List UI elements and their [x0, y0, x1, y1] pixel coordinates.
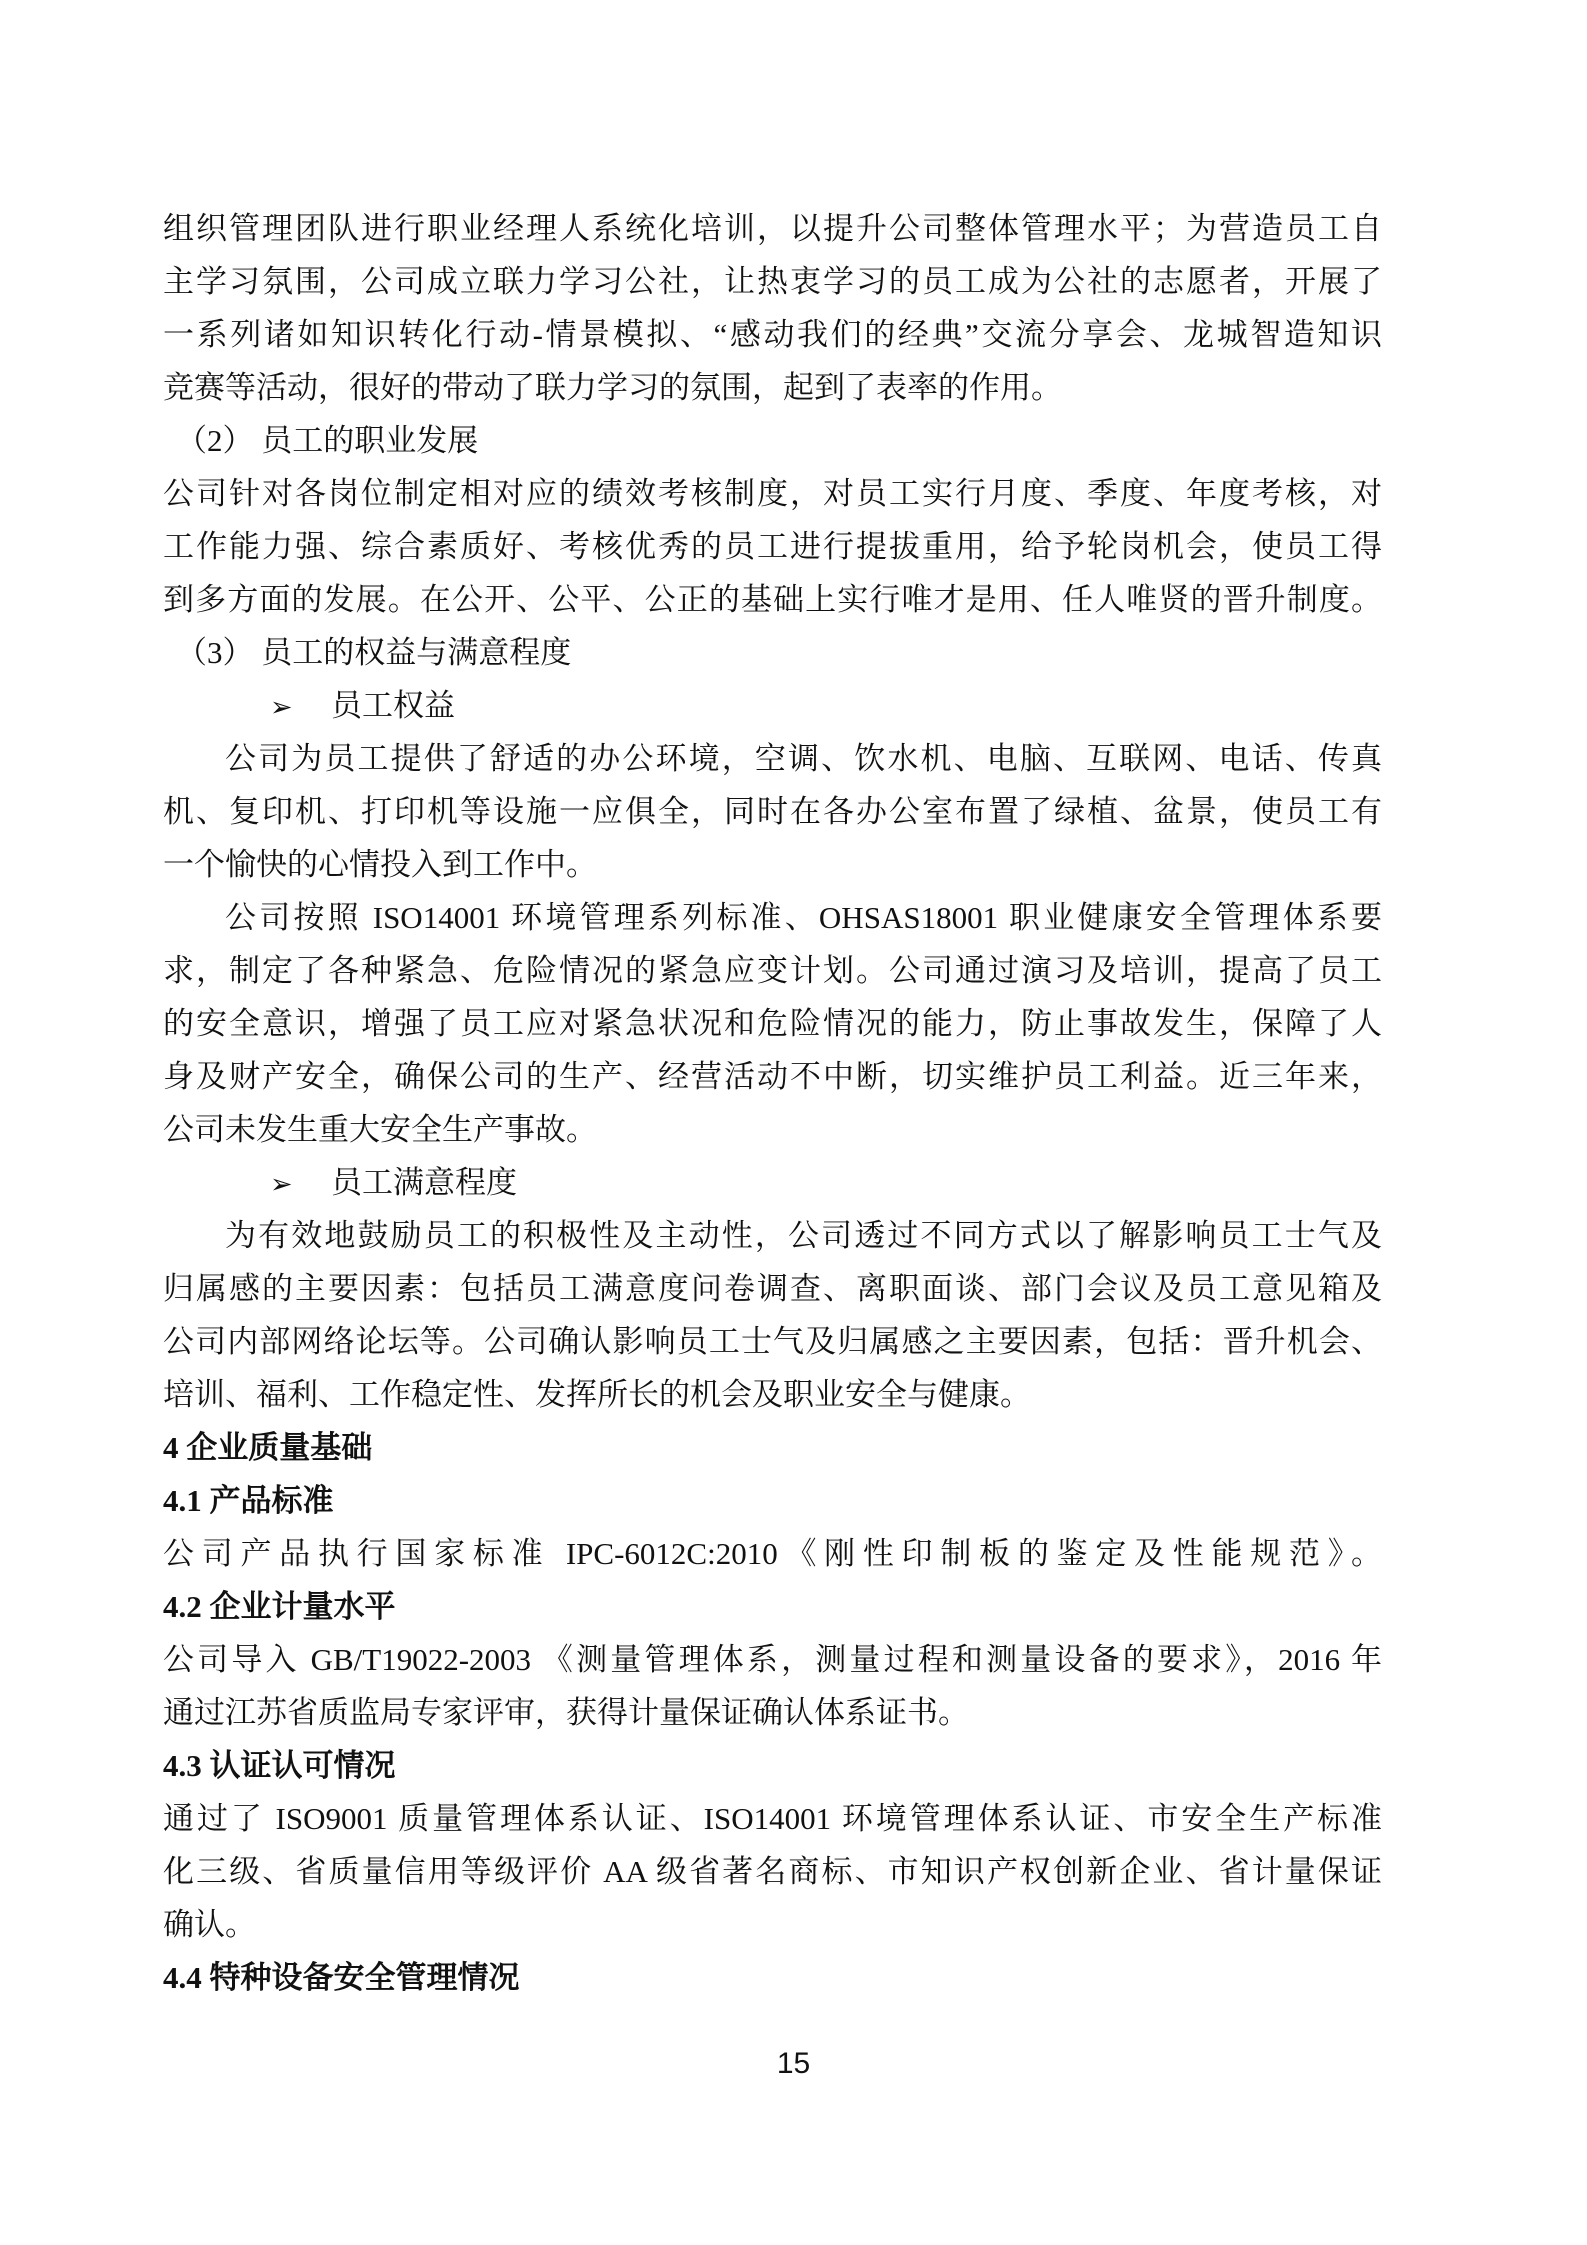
body-line: 求，制定了各种紧急、危险情况的紧急应变计划。公司通过演习及培训，提高了员工 [163, 953, 1382, 988]
sub-heading: （3） 员工的权益与满意程度 [176, 635, 572, 670]
bullet-item [163, 1156, 1382, 1209]
page-number: 15 [776, 2047, 811, 2080]
bullet-label: 员工权益 [331, 688, 455, 723]
body-line: 归属感的主要因素：包括员工满意度问卷调查、离职面谈、部门会议及员工意见箱及 [163, 1271, 1382, 1306]
body-line: 公司为员工提供了舒适的办公环境，空调、饮水机、电脑、互联网、电话、传真 [225, 741, 1382, 776]
paragraph [163, 467, 1382, 626]
body-line: 组织管理团队进行职业经理人系统化培训，以提升公司整体管理水平；为营造员工自 [163, 211, 1382, 246]
body-line: 通过江苏省质监局专家评审，获得计量保证确认体系证书。 [163, 1695, 969, 1730]
paragraph [163, 891, 1382, 1156]
body-line: 确认。 [163, 1907, 256, 1942]
page-number-footer [0, 2046, 1587, 2082]
body-line: 一系列诸如知识转化行动-情景模拟、“感动我们的经典”交流分享会、龙城智造知识 [163, 317, 1382, 352]
body-line: 身及财产安全，确保公司的生产、经营活动不中断，切实维护员工利益。近三年来， [163, 1059, 1382, 1094]
paragraph [163, 1792, 1382, 1951]
body-line: 通过了 ISO9001 质量管理体系认证、ISO14001 环境管理体系认证、市安全生产标准 [163, 1801, 1382, 1836]
sub-heading: （2） 员工的职业发展 [176, 423, 479, 458]
arrowhead-bullet-icon: ➢ [270, 692, 293, 722]
body-line: 培训、福利、工作稳定性、发挥所长的机会及职业安全与健康。 [163, 1377, 1031, 1412]
body-line: 工作能力强、综合素质好、考核优秀的员工进行提拔重用，给予轮岗机会，使员工得 [163, 529, 1382, 564]
body-line: 化三级、省质量信用等级评价 AA 级省著名商标、市知识产权创新企业、省计量保证 [163, 1854, 1382, 1889]
body-line: 公司导入 GB/T19022-2003 《测量管理体系，测量过程和测量设备的要求》，2016 年 [163, 1642, 1382, 1677]
body-line: 公司产品执行国家标准 IPC-6012C:2010《刚性印制板的鉴定及性能规范》。 [163, 1536, 1382, 1571]
bullet-item [163, 679, 1382, 732]
body-line: 公司按照 ISO14001 环境管理系列标准、OHSAS18001 职业健康安全管理体系要 [225, 900, 1382, 935]
paragraph [163, 732, 1382, 891]
body-line: 为有效地鼓励员工的积极性及主动性，公司透过不同方式以了解影响员工士气及 [225, 1218, 1382, 1253]
body-line: 竞赛等活动，很好的带动了联力学习的氛围，起到了表率的作用。 [163, 370, 1062, 405]
body-line: 到多方面的发展。在公开、公平、公正的基础上实行唯才是用、任人唯贤的晋升制度。 [163, 582, 1382, 617]
paragraph [163, 1527, 1382, 1580]
body-line: 的安全意识，增强了员工应对紧急状况和危险情况的能力，防止事故发生，保障了人 [163, 1006, 1382, 1041]
section-heading: 4 企业质量基础 [163, 1430, 373, 1465]
bullet-label: 员工满意程度 [331, 1165, 517, 1200]
body-line: 公司针对各岗位制定相对应的绩效考核制度，对员工实行月度、季度、年度考核，对 [163, 476, 1382, 511]
body-line: 公司内部网络论坛等。公司确认影响员工士气及归属感之主要因素，包括：晋升机会、 [163, 1324, 1382, 1359]
paragraph [163, 1633, 1382, 1739]
body-line: 机、复印机、打印机等设施一应俱全，同时在各办公室布置了绿植、盆景，使员工有 [163, 794, 1382, 829]
section-heading: 4.1 产品标准 [163, 1483, 334, 1518]
paragraph [163, 1209, 1382, 1421]
paragraph [163, 202, 1382, 414]
text-block [163, 202, 1382, 2004]
section-heading: 4.4 特种设备安全管理情况 [163, 1960, 520, 1995]
body-line: 公司未发生重大安全生产事故。 [163, 1112, 597, 1147]
body-line: 主学习氛围，公司成立联力学习公社，让热衷学习的员工成为公社的志愿者，开展了 [163, 264, 1382, 299]
arrowhead-bullet-icon: ➢ [270, 1169, 293, 1199]
section-heading: 4.3 认证认可情况 [163, 1748, 396, 1783]
section-heading: 4.2 企业计量水平 [163, 1589, 396, 1624]
body-line: 一个愉快的心情投入到工作中。 [163, 847, 597, 882]
